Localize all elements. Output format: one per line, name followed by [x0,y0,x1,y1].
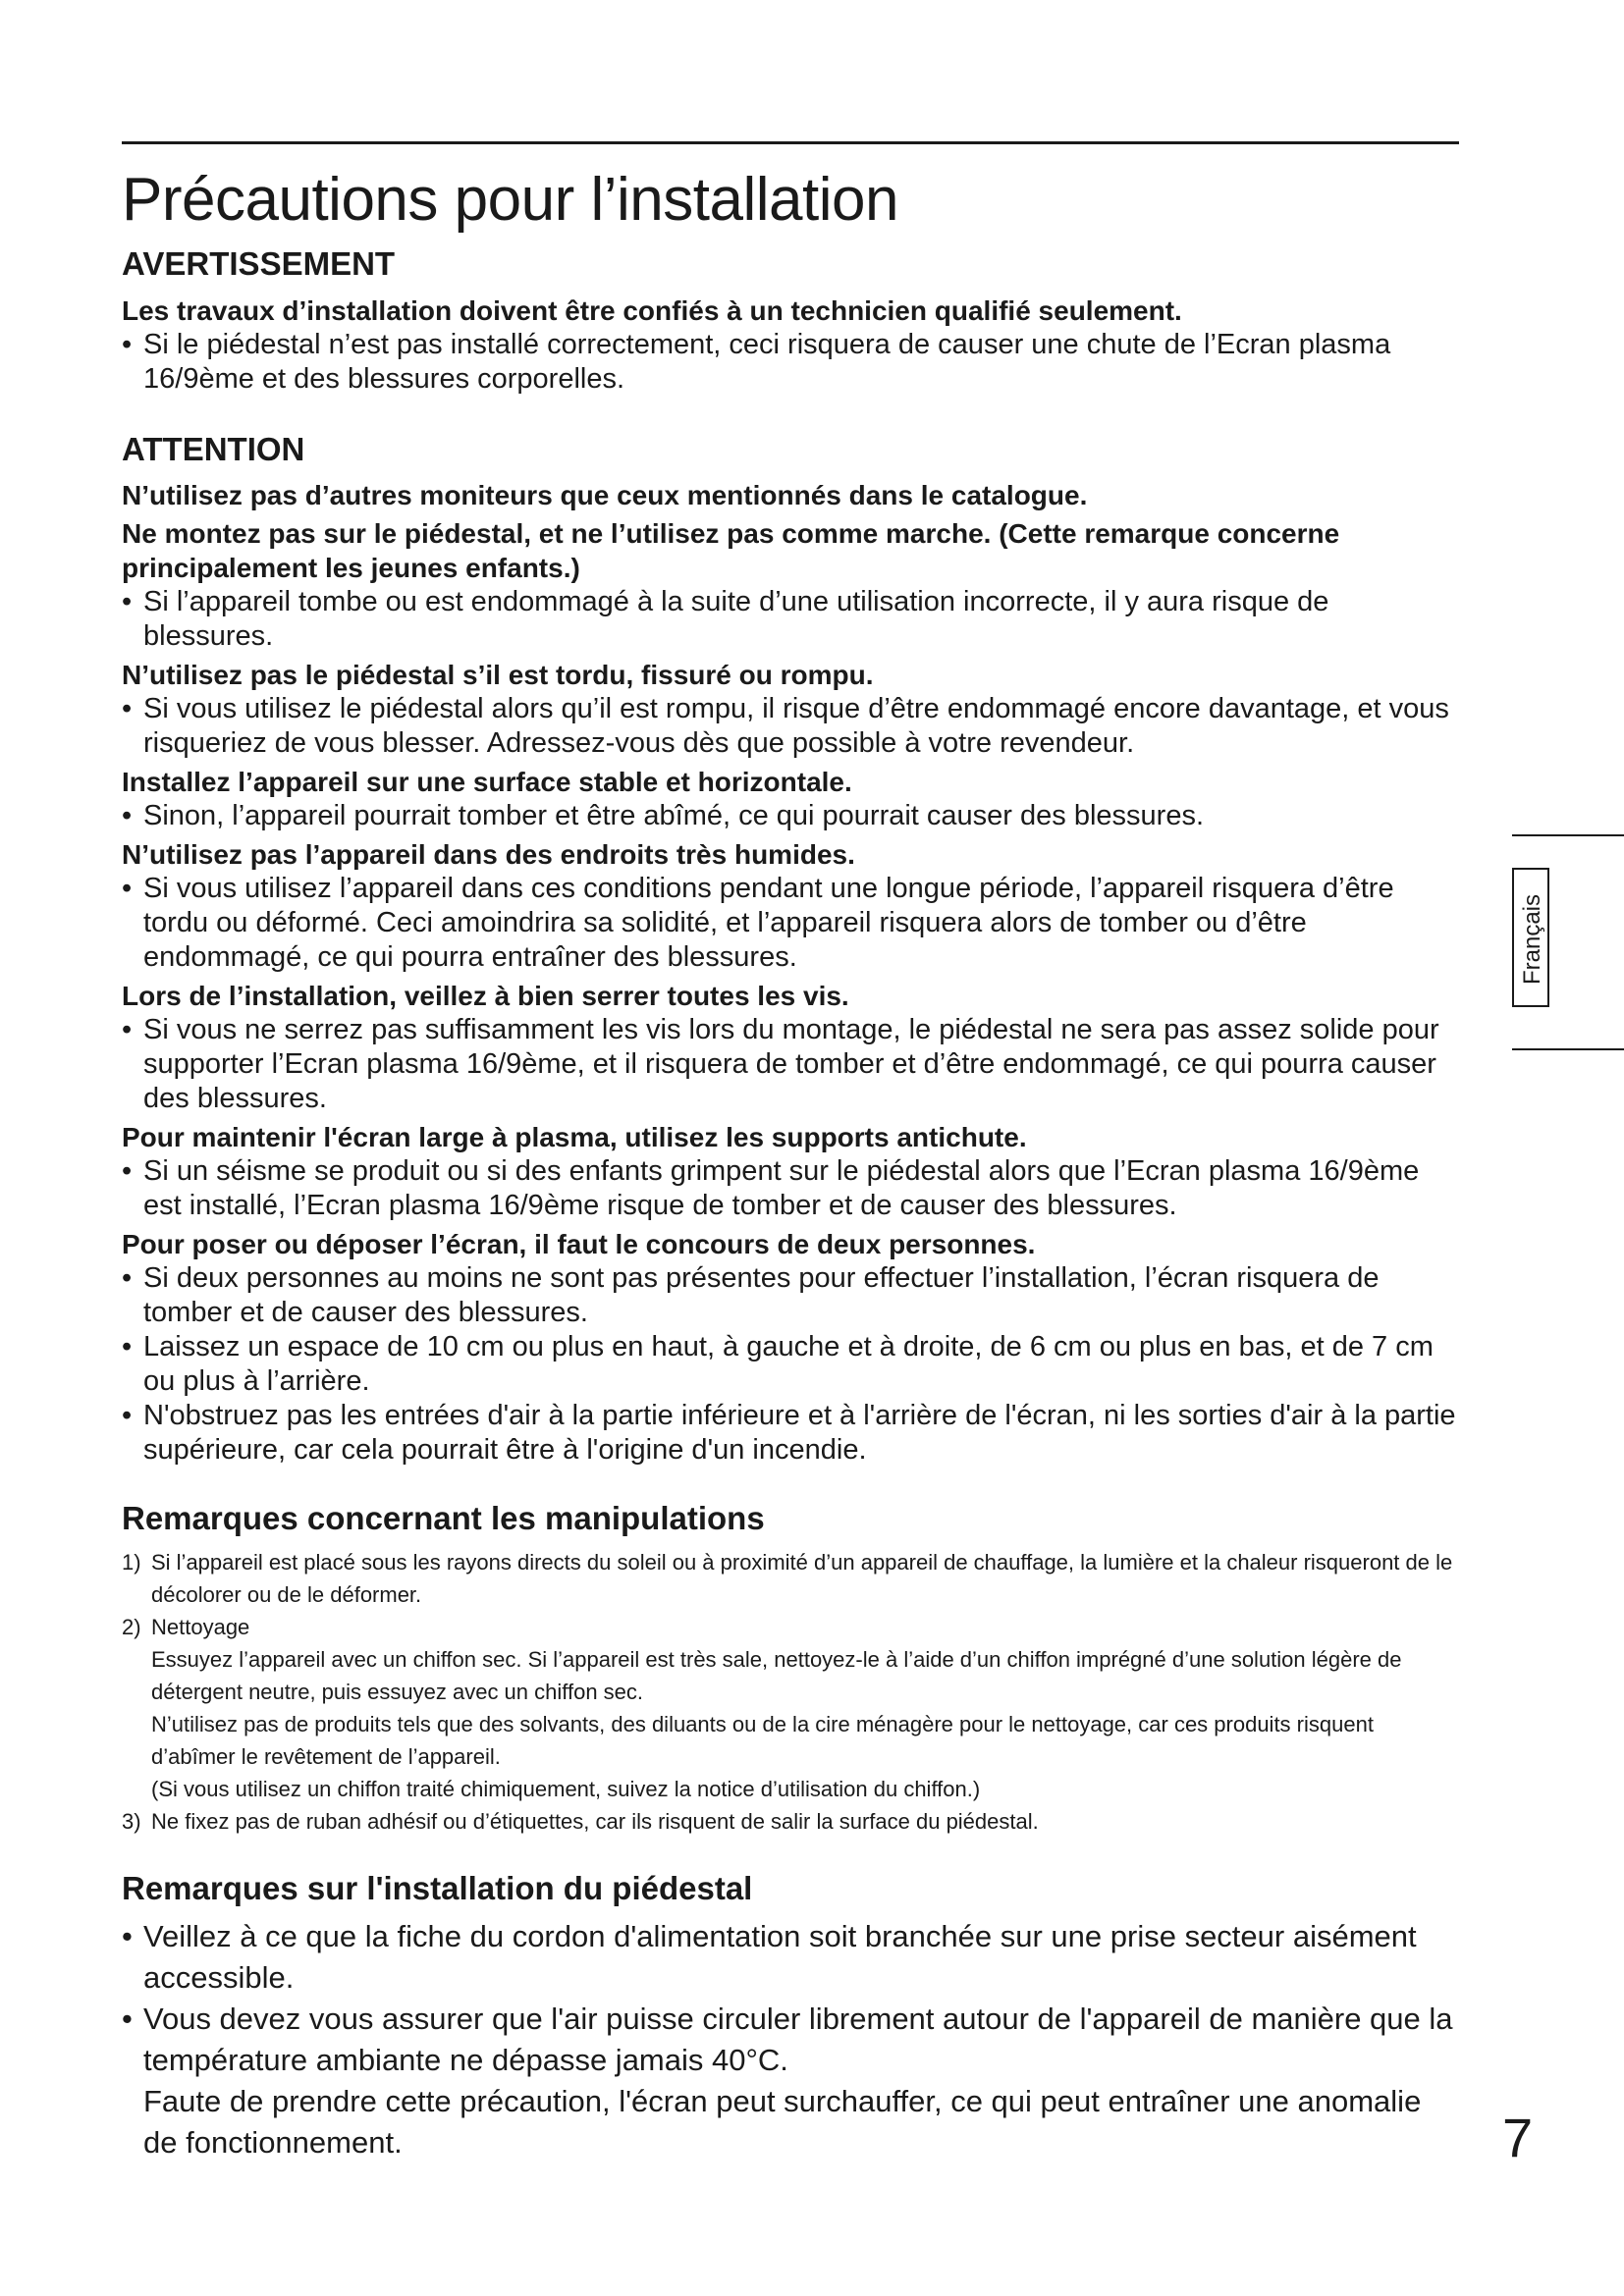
pedestal-bullet-2-text: Vous devez vous assurer que l'air puisse circuler librement autour de l'appareil de manière que la température ambiante ne dépasse jamais 40°C. [143,2001,1453,2077]
attention-bullet-text: Si vous ne serrez pas suffisamment les vis lors du montage, le piédestal ne sera pas assez solide pour supporter l’Ecran plasma 16/9ème, et il risquera de tomber et d’être endommagé, ce qui pourra causer des blessures. [143,1014,1439,1115]
warning-heading: AVERTISSEMENT [122,245,396,283]
bullet-dot: • [122,1155,133,1188]
attention-bullet-text: Sinon, l’appareil pourrait tomber et être abîmé, ce qui pourrait causer des blessures. [143,800,1205,832]
handling-item-2-text: Nettoyage [151,1615,250,1640]
item-number: 3) [122,1809,141,1835]
pedestal-bullet-2 [122,1999,1459,2081]
bullet-dot: • [122,1014,133,1046]
attention-bold-line: Pour poser ou déposer l’écran, il faut le concours de deux personnes. [122,1229,1036,1260]
bullet-dot: • [122,1331,133,1363]
attention-bold-line: Pour maintenir l'écran large à plasma, utilisez les supports antichute. [122,1122,1027,1153]
attention-bullet [122,1330,1459,1399]
handling-item-3 [122,1805,1459,1838]
cleaning-para-3: (Si vous utilisez un chiffon traité chimiquement, suivez la notice d’utilisation du chiffon.) [151,1777,981,1802]
pedestal-note: Faute de prendre cette précaution, l'écran peut surchauffer, ce qui peut entraîner une anomalie de fonctionnement. [143,2083,1422,2160]
attention-bullet-text: Si vous utilisez le piédestal alors qu’il est rompu, il risque d’être endommagé encore davantage, et vous risqueriez de vous blesser. Adressez-vous dès que possible à votre revendeur. [143,693,1449,760]
item-number: 1) [122,1550,141,1575]
attention-bullet-text: Laissez un espace de 10 cm ou plus en haut, à gauche et à droite, de 6 cm ou plus en bas, et de 7 cm ou plus à l’arrière. [143,1331,1434,1398]
top-rule [122,141,1459,144]
language-box [1512,868,1549,1007]
attention-bullet [122,1154,1459,1223]
attention-bullet [122,1013,1459,1116]
bullet-dot: • [122,1400,133,1432]
handling-item-1 [122,1546,1459,1611]
attention-bold-line: N’utilisez pas le piédestal s’il est tordu, fissuré ou rompu. [122,660,874,691]
handling-item-3-text: Ne fixez pas de ruban adhésif ou d’étiquettes, car ils risquent de salir la surface du piédestal. [151,1809,1039,1835]
attention-bold-line: N’utilisez pas d’autres moniteurs que ceux mentionnés dans le catalogue. [122,480,1088,511]
attention-bullet-text: Si deux personnes au moins ne sont pas présentes pour effectuer l’installation, l’écran risquera de tomber et de causer des blessures. [143,1262,1380,1329]
attention-bullet [122,1399,1459,1468]
warning-bullet [122,328,1459,397]
bullet-dot: • [122,1262,133,1295]
bullet-dot: • [122,586,133,618]
attention-bold-line: Ne montez pas sur le piédestal, et ne l’utilisez pas comme marche. (Cette remarque concerne principalement les jeunes enfants.) [122,518,1340,584]
bullet-dot: • [122,1918,133,1953]
bullet-dot: • [122,693,133,725]
attention-bold-line: Lors de l’installation, veillez à bien serrer toutes les vis. [122,981,849,1012]
attention-list [122,478,1459,1468]
attention-bullet [122,872,1459,975]
language-label: Français [1519,893,1545,986]
handling-item-1-text: Si l’appareil est placé sous les rayons directs du soleil ou à proximité d’un appareil de chauffage, la lumière et la chaleur risqueront de le décolorer ou de le déformer. [151,1550,1453,1608]
handling-heading: Remarques concernant les manipulations [122,1500,765,1537]
attention-bold-line: N’utilisez pas l’appareil dans des endroits très humides. [122,839,855,871]
pedestal-bullet-1 [122,1916,1459,1999]
attention-bullet-text: Si vous utilisez l’appareil dans ces conditions pendant une longue période, l’appareil risquera d’être tordu ou déformé. Ceci amoindrira sa solidité, et l’appareil risquera alors de tomber ou d’être endommagé, ce qui pourra entraîner des blessures. [143,873,1394,974]
attention-bold-line: Installez l’appareil sur une surface stable et horizontale. [122,767,852,798]
warning-bold-line: Les travaux d’installation doivent être confiés à un technicien qualifié seulement. [122,294,1182,326]
pedestal-bullet-1-text: Veillez à ce que la fiche du cordon d'alimentation soit branchée sur une prise secteur aisément accessible. [143,1918,1417,1995]
attention-bullet-text: Si l’appareil tombe ou est endommagé à la suite d’une utilisation incorrecte, il y aura risque de blessures. [143,586,1329,653]
attention-heading: ATTENTION [122,430,305,467]
page-title: Précautions pour l’installation [122,166,898,234]
attention-bullet [122,585,1459,654]
bullet-dot: • [122,2001,133,2036]
attention-bullet-text: Si un séisme se produit ou si des enfants grimpent sur le piédestal alors que l’Ecran plasma 16/9ème est installé, l’Ecran plasma 16/9ème risque de tomber et de causer des blessures. [143,1155,1420,1222]
attention-bullet [122,692,1459,761]
attention-bullet [122,1261,1459,1330]
bullet-dot: • [122,800,133,832]
bullet-dot: • [122,328,133,360]
pedestal-heading: Remarques sur l'installation du piédestal [122,1870,753,1907]
bullet-dot: • [122,873,133,905]
attention-bullet-text: N'obstruez pas les entrées d'air à la partie inférieure et à l'arrière de l'écran, ni les sorties d'air à la partie supérieure, car cela pourrait être à l'origine d'un incendie. [143,1400,1456,1467]
page-number: 7 [1502,2107,1534,2168]
language-tab [1512,834,1624,1050]
item-number: 2) [122,1615,141,1640]
page-content [122,165,1459,2163]
attention-bullet [122,799,1459,833]
handling-item-2 [122,1611,1459,1643]
cleaning-para-2: N’utilisez pas de produits tels que des solvants, des diluants ou de la cire ménagère pour le nettoyage, car ces produits risquent d’abîmer le revêtement de l’appareil. [151,1712,1374,1770]
cleaning-para-1: Essuyez l’appareil avec un chiffon sec. Si l’appareil est très sale, nettoyez-le à l’aide d’un chiffon imprégné d’une solution légère de détergent neutre, puis essuyez avec un chiffon sec. [151,1647,1402,1705]
warning-bullet-text: Si le piédestal n’est pas installé correctement, ceci risquera de causer une chute de l’Ecran plasma 16/9ème et des blessures corporelles. [143,328,1391,395]
